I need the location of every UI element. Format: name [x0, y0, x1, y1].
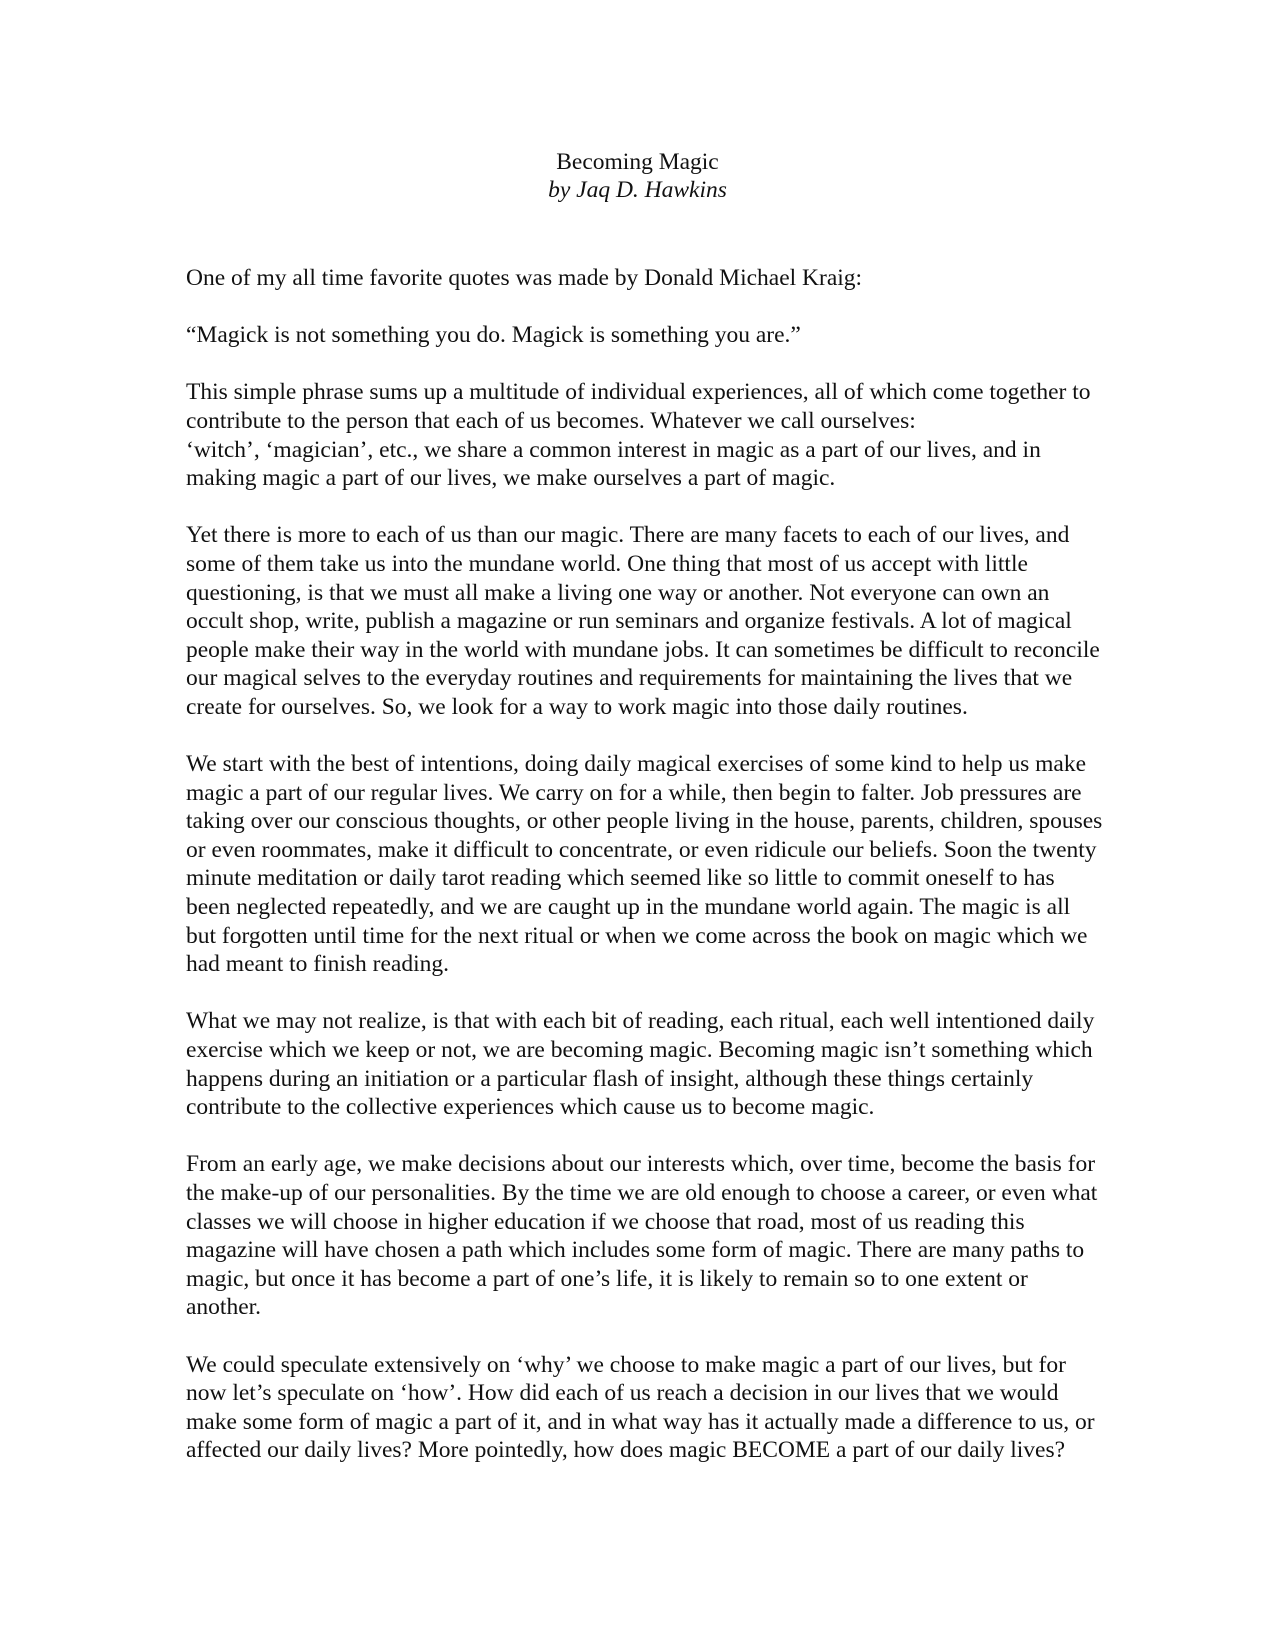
text-line: but forgotten until time for the next ritual or when we come across the book on magic which we [186, 922, 1088, 949]
text-line: people make their way in the world with mundane jobs. It can sometimes be difficult to reconcile [186, 636, 1100, 663]
article-body [186, 264, 1156, 1494]
text-line: We start with the best of intentions, doing daily magical exercises of some kind to help us make [186, 751, 1087, 778]
text-line: Yet there is more to each of us than our magic. There are many facets to each of our lives, and [186, 522, 1070, 549]
paragraph [186, 750, 1156, 979]
text-line: make some form of magic a part of it, and in what way has it actually made a difference to us, or [186, 1408, 1095, 1435]
text-line: magic, but once it has become a part of one’s life, it is likely to remain so to one extent or [186, 1265, 1028, 1292]
text-line: From an early age, we make decisions about our interests which, over time, become the basis for [186, 1151, 1096, 1178]
text-line: been neglected repeatedly, and we are caught up in the mundane world again. The magic is all [186, 894, 1071, 921]
text-line: affected our daily lives? More pointedly, how does magic BECOME a part of our daily lives? [186, 1437, 1066, 1464]
text-line: our magical selves to the everyday routines and requirements for maintaining the lives that we [186, 665, 1073, 692]
text-line: now let’s speculate on ‘how’. How did each of us reach a decision in our lives that we would [186, 1380, 1059, 1407]
text-line: We could speculate extensively on ‘why’ we choose to make magic a part of our lives, but for [186, 1351, 1066, 1378]
article-author: by Jaq D. Hawkins [548, 177, 727, 203]
text-line: This simple phrase sums up a multitude of individual experiences, all of which come together to [186, 379, 1091, 406]
text-line: classes we will choose in higher education if we choose that road, most of us reading this [186, 1208, 1025, 1235]
text-line: exercise which we keep or not, we are becoming magic. Becoming magic isn’t something which [186, 1037, 1093, 1064]
paragraph [186, 321, 1156, 350]
text-line: create for ourselves. So, we look for a way to work magic into those daily routines. [186, 693, 968, 720]
text-line: another. [186, 1294, 262, 1321]
text-line: occult shop, write, publish a magazine or run seminars and organize festivals. A lot of magical [186, 608, 1072, 635]
text-line: contribute to the person that each of us becomes. Whatever we call ourselves: [186, 407, 916, 434]
text-line: taking over our conscious thoughts, or other people living in the house, parents, children, spouses [186, 808, 1103, 835]
paragraph [186, 1007, 1156, 1121]
text-line: magic a part of our regular lives. We carry on for a while, then begin to falter. Job pressures are [186, 779, 1082, 806]
text-line: happens during an initiation or a particular flash of insight, although these things certainly [186, 1065, 1034, 1092]
article-title: Becoming Magic [556, 149, 719, 175]
paragraph [186, 1150, 1156, 1322]
paragraph [186, 521, 1156, 721]
text-line: questioning, is that we must all make a living one way or another. Not everyone can own an [186, 579, 1050, 606]
text-line: minute meditation or daily tarot reading which seemed like so little to commit oneself to has [186, 865, 1055, 892]
text-line: ‘witch’, ‘magician’, etc., we share a common interest in magic as a part of our lives, and in [186, 436, 1041, 463]
text-line: What we may not realize, is that with each bit of reading, each ritual, each well intentioned daily [186, 1008, 1095, 1035]
text-line: the make-up of our personalities. By the time we are old enough to choose a career, or even what [186, 1180, 1098, 1206]
paragraph [186, 378, 1156, 492]
article-header [0, 148, 1275, 204]
text-line: had meant to finish reading. [186, 951, 449, 978]
paragraph [186, 264, 1156, 293]
text-line: “Magick is not something you do. Magick is something you are.” [186, 322, 801, 349]
text-line: contribute to the collective experiences which cause us to become magic. [186, 1094, 875, 1121]
text-line: or even roommates, make it difficult to concentrate, or even ridicule our beliefs. Soon the twenty [186, 836, 1097, 863]
text-line: One of my all time favorite quotes was made by Donald Michael Kraig: [186, 265, 863, 291]
text-line: making magic a part of our lives, we make ourselves a part of magic. [186, 465, 836, 492]
text-line: some of them take us into the mundane world. One thing that most of us accept with little [186, 550, 1028, 577]
text-line: magazine will have chosen a path which includes some form of magic. There are many paths to [186, 1237, 1085, 1264]
paragraph [186, 1351, 1156, 1465]
